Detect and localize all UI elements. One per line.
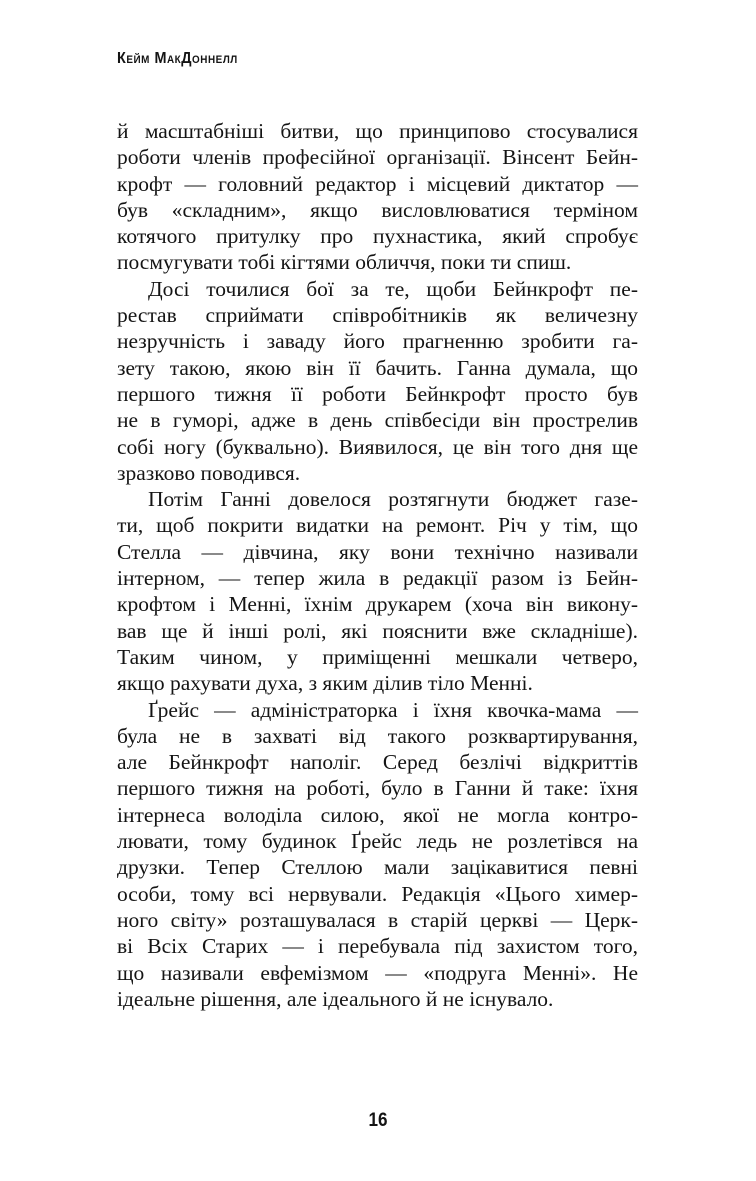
- text-line: була не в захваті від такого розквартирування,: [117, 723, 638, 748]
- paragraph: [117, 118, 638, 276]
- text-line: особи, тому всі нервували. Редакція «Цього химер-: [117, 881, 638, 906]
- text-line: ти, щоб покрити видатки на ремонт. Річ у тім, що: [117, 513, 638, 538]
- text-line: друзки. Тепер Стеллою мали зацікавитися певні: [117, 855, 638, 880]
- text-line: інтерном, — тепер жила в редакції разом із Бейн-: [117, 566, 638, 591]
- text-line: що називали евфемізмом — «подруга Менні». Не: [117, 960, 638, 985]
- text-line: ного світу» розташувалася в старій церкві — Церк-: [117, 907, 638, 932]
- text-line: крофт — головний редактор і місцевий диктатор —: [117, 171, 638, 196]
- text-line: вав ще й інші ролі, які пояснити вже складніше).: [117, 618, 638, 643]
- paragraph: [117, 697, 638, 1013]
- text-line: рестав сприймати співробітників як величезну: [117, 303, 638, 328]
- text-line: котячого притулку про пухнастика, який спробує: [117, 224, 638, 249]
- text-line: зету такою, якою він її бачить. Ганна думала, що: [117, 355, 638, 380]
- running-header: Кейм МакДоннелл: [117, 50, 238, 67]
- text-line: роботи членів професійної організації. Вінсент Бейн-: [117, 145, 638, 170]
- body-text: [117, 118, 638, 1012]
- paragraph: [117, 276, 638, 486]
- paragraph: [117, 486, 638, 696]
- text-line: був «складним», якщо висловлюватися терміном: [117, 197, 638, 222]
- text-line: Стелла — дівчина, яку вони технічно називали: [117, 539, 638, 564]
- text-line: незручність і заваду його прагненню зробити га-: [117, 329, 638, 354]
- text-line: але Бейнкрофт наполіг. Серед безлічі відкриттів: [117, 750, 638, 775]
- text-line: Таким чином, у приміщенні мешкали четверо,: [117, 644, 638, 669]
- text-line: першого тижня її роботи Бейнкрофт просто був: [117, 381, 638, 406]
- text-line: зразково поводився.: [117, 460, 301, 485]
- text-line: якщо рахувати духа, з яким ділив тіло Менні.: [117, 671, 533, 696]
- text-line: ві Всіх Старих — і перебувала під захистом того,: [117, 934, 638, 959]
- text-line: лювати, тому будинок Ґрейс ледь не розлетівся на: [117, 829, 638, 854]
- page-number: 16: [368, 1110, 388, 1131]
- text-line: крофтом і Менні, їхнім друкарем (хоча він викону-: [117, 592, 638, 617]
- text-line: Ґрейс — адміністраторка і їхня квочка-мама —: [148, 697, 638, 722]
- text-line: інтернеса володіла силою, якої не могла контро-: [117, 802, 638, 827]
- text-line: не в гуморі, адже в день співбесіди він прострелив: [117, 408, 638, 433]
- text-line: першого тижня на роботі, було в Ганни й таке: їхня: [117, 776, 638, 801]
- text-line: Потім Ганні довелося розтягнути бюджет газе-: [148, 487, 638, 512]
- text-line: посмугувати тобі кігтями обличчя, поки ти спиш.: [117, 250, 572, 275]
- text-line: ідеальне рішення, але ідеального й не існувало.: [117, 986, 554, 1011]
- text-line: собі ногу (буквально). Виявилося, це він того дня ще: [117, 434, 638, 459]
- text-line: й масштабніші битви, що принципово стосувалися: [117, 119, 638, 143]
- text-line: Досі точилися бої за те, щоби Бейнкрофт пе-: [148, 276, 638, 301]
